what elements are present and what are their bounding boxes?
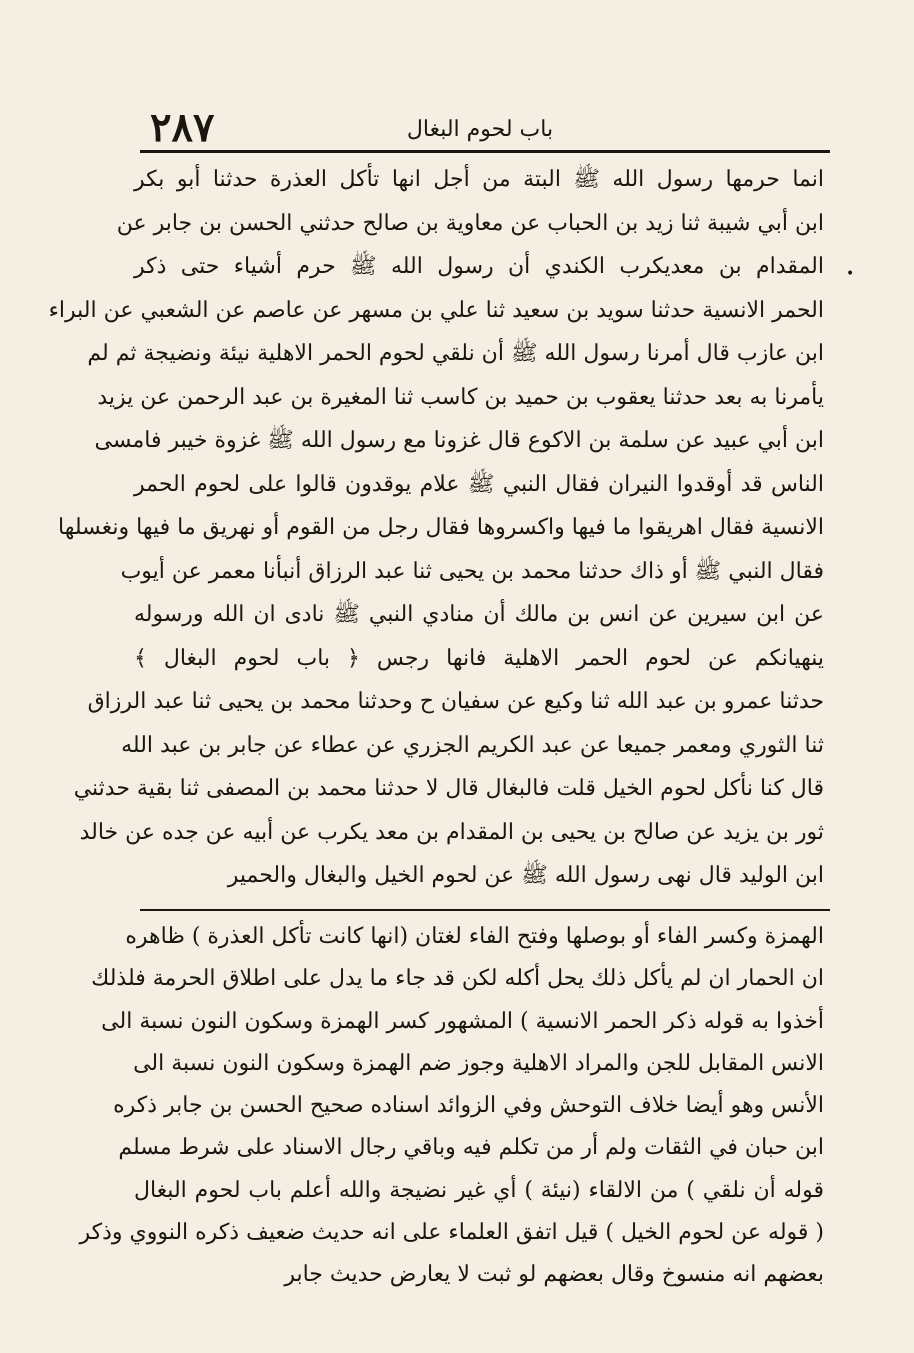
main-line: الحمر الانسية حدثنا سويد بن سعيد ثنا علي بن مسهر عن عاصم عن الشعبي عن البراء [48,297,824,323]
commentary-line: ان الحمار ان لم يأكل ذلك يحل أكله لكن قد جاء ما يدل على اطلاق الحرمة فلذلك [91,966,824,992]
header-rule [140,150,830,153]
main-text [48,158,824,898]
main-line: انما حرمها رسول الله ﷺ البتة من أجل انها تأكل العذرة حدثنا أبو بكر [134,167,824,192]
commentary-divider [140,909,830,911]
main-line: ابن الوليد قال نهى رسول الله ﷺ عن لحوم الخيل والبغال والحمير [227,863,824,888]
main-line: الانسية فقال اهريقوا ما فيها واكسروها فقال رجل من القوم أو نهريق ما فيها ونغسلها [58,515,824,540]
page-number: ٢٨٧ [150,104,215,151]
main-line: ابن عازب قال أمرنا رسول الله ﷺ أن نلقي لحوم الحمر الاهلية نيئة ونضيجة ثم لم [87,341,824,366]
main-line: عن ابن سيرين عن انس بن مالك أن منادي النبي ﷺ نادى ان الله ورسوله [134,602,824,627]
commentary-line: الأنس وهو أيضا خلاف التوحش وفي الزوائد اسناده صحيح الحسن بن جابر ذكره [113,1093,824,1119]
chapter-heading-line: ينهيانكم عن لحوم الحمر الاهلية فانها رجس ﴿ باب لحوم البغال ﴾ [134,645,824,671]
main-line: قال كنا نأكل لحوم الخيل قلت فالبغال قال لا حدثنا محمد بن المصفى ثنا بقية حدثني [73,776,824,801]
commentary-line: الانس المقابل للجن والمراد الاهلية وجوز ضم الهمزة وسكون النون نسبة الى [133,1050,824,1076]
main-line: حدثنا عمرو بن عبد الله ثنا وكيع عن سفيان ح وحدثنا محمد بن يحيى ثنا عبد الرزاق [87,689,824,714]
commentary-line: الهمزة وكسر الفاء أو بوصلها وفتح الفاء لغتان (انها كانت تأكل العذرة ) ظاهره [125,924,824,949]
main-line: يأمرنا به بعد حدثنا يعقوب بن حميد بن كاسب ثنا المغيرة بن عبد الرحمن عن يزيد [97,384,824,410]
commentary-line: بعضهم انه منسوخ وقال بعضهم لو ثبت لا يعارض حديث جابر [284,1262,824,1288]
margin-mark: • [846,266,855,282]
commentary-line: قوله أن نلقي ) من الالقاء (نيئة ) أي غير نضيجة والله أعلم باب لحوم البغال [134,1177,824,1203]
main-line: ثور بن يزيد عن صالح بن يحيى بن المقدام بن معد يكرب عن أبيه عن جده عن خالد [79,819,824,845]
commentary-line: أخذوا به قوله ذكر الحمر الانسية ) المشهور كسر الهمزة وسكون النون نسبة الى [101,1008,824,1034]
main-line: فقال النبي ﷺ أو ذاك حدثنا محمد بن يحيى ثنا عبد الرزاق أنبأنا معمر عن أيوب [120,558,824,584]
commentary-line: ابن حبان في الثقات ولم أر من تكلم فيه وباقي رجال الاسناد على شرط مسلم [118,1135,824,1161]
main-line: ثنا الثوري ومعمر جميعا عن عبد الكريم الجزري عن عطاء عن جابر بن عبد الله [121,732,824,758]
commentary-line: ( قوله عن لحوم الخيل ) قيل اتفق العلماء على انه حديث ضعيف ذكره النووي وذكر [79,1220,824,1246]
main-line: ابن أبي عبيد عن سلمة بن الاكوع قال غزونا مع رسول الله ﷺ غزوة خيبر فامسى [94,428,824,453]
main-line: الناس قد أوقدوا النيران فقال النبي ﷺ علام يوقدون قالوا على لحوم الحمر [134,471,824,497]
main-line: المقدام بن معديكرب الكندي أن رسول الله ﷺ حرم أشياء حتى ذكر [134,254,824,279]
running-head: باب لحوم البغال [406,117,554,142]
commentary-text [79,916,824,1297]
main-line: ابن أبي شيبة ثنا زيد بن الحباب عن معاوية بن صالح حدثني الحسن بن جابر عن [116,210,824,236]
